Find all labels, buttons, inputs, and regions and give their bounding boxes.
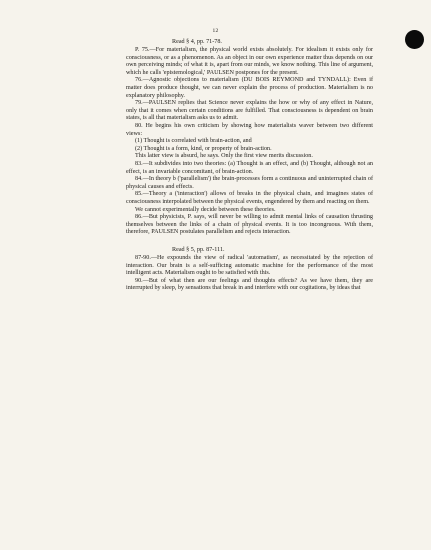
paragraph: 90.—But of what then are our feelings and thoughts effects? As we have them, they are interrupted by sleep, by sensations that break in and interfere with our cogitations, by ideas that <box>126 277 373 292</box>
paragraph: This latter view is absurd, he says. Only the first view merits discussion. <box>135 153 313 160</box>
section-heading: Read § 4, pp. 71-78. <box>172 39 222 45</box>
list-item: (2) Thought is a form, kind, or property of brain-action. <box>135 145 272 152</box>
paragraph: We cannot experimentally decide between these theories. <box>135 206 276 213</box>
section-heading: Read § 5, pp. 87-111. <box>172 246 225 253</box>
paragraph: 83.—It subdivides into two theories: (a) Thought is an effect, and (b) Thought, although not an effect, is an invariable concomitant, of brain-action. <box>126 161 373 175</box>
page-body <box>126 39 373 293</box>
paragraph: 76.—Agnostic objections to materialism (DU BOIS REYMOND and TYNDALL): Even if matter does produce thought, we can never explain the process of production. Materialism is no explanatory philosophy. <box>126 77 373 99</box>
page-number: 12 <box>212 28 219 34</box>
section-spacer <box>126 237 373 247</box>
paragraph: 87-90.—He expounds the view of radical 'automatism', as necessitated by the rejection of interaction. Our brain is a self-sufficing automatic machine for the performance of the most intelligent acts. Materialism ought to be satisfied with this. <box>126 255 373 277</box>
paragraph: 86.—But physicists, P. says, will never be willing to admit mental links of causation thrusting themselves between the links of a chain of physical events. It is too incongruous. With them, therefore, PAULSEN postulates parallelism and rejects interaction. <box>126 214 373 236</box>
paragraph: 85.—Theory a ('interaction') allows of breaks in the physical chain, and imagines states of consciousness interpolated between the physical events, engendered by them and reacting on them. <box>126 191 373 205</box>
paragraph: 79.—PAULSEN replies that Science never explains the how or why of any effect in Nature, only that it comes when certain conditions are fulfilled. That consciousness is dependent on brain states, is all that materialism asks us to admit. <box>126 100 373 122</box>
paragraph: 80. He begins his own criticism by showing how materialists waver between two different views: <box>126 123 373 137</box>
paragraph: P. 75.—For materialism, the physical world exists absolutely. For idealism it exists only for consciousness, or as a phenomenon. As an object in our own experience matter thus depends on our own perceiving minds; of what it is, apart from our minds, we know nothing. This line of argument, which he calls 'epistemological,' PAULSEN postpones for the present. <box>126 47 373 76</box>
paragraph: 84.—In theory b ('parallelism') the brain-processes form a continuous and uninterrupted chain of physical causes and effects. <box>126 176 373 190</box>
list-item: (1) Thought is correlated with brain-action, and <box>135 138 252 145</box>
